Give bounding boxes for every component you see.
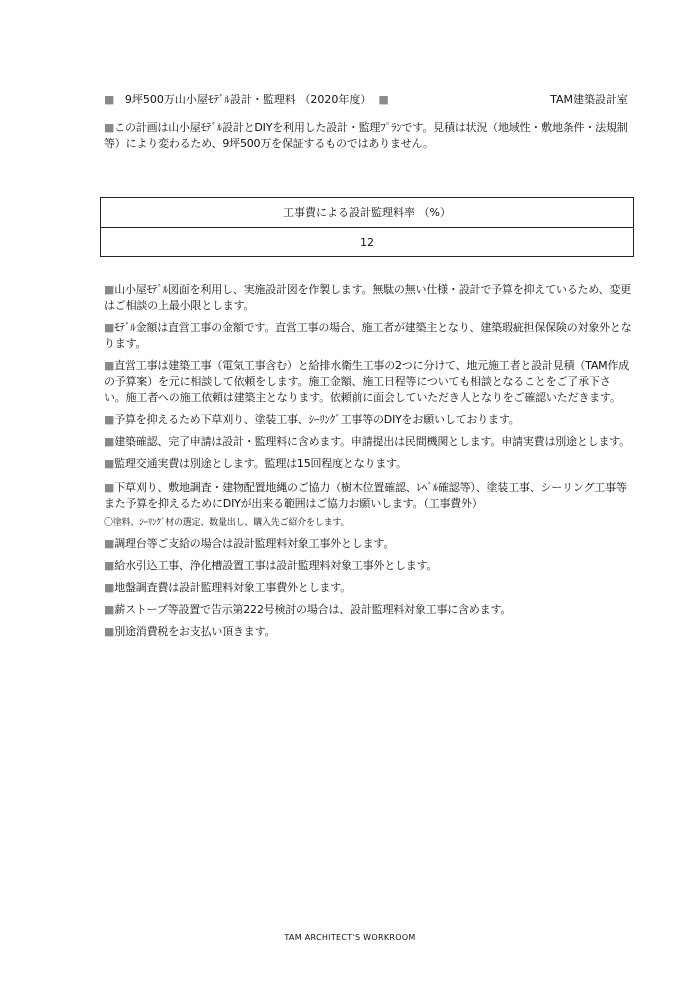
bullet-square: ■ [104, 359, 115, 372]
bullet-square: ■ [378, 93, 389, 106]
design-fee-rate-table [100, 197, 634, 257]
bullet-square: ■ [104, 625, 115, 638]
office-name: TAM建築設計室 [550, 93, 628, 106]
list-item: ■別途消費税をお支払い頂きます。 [104, 625, 276, 638]
list-item: ■給水引込工事、浄化槽設置工事は設計監理料対象工事外とします。 [104, 559, 438, 572]
bullet-square: ■ [104, 559, 115, 572]
list-item: ■地盤調査費は設計監理料対象工事費外とします。 [104, 581, 351, 594]
header-title-line [104, 92, 389, 108]
document-header [104, 92, 628, 108]
bullet-square: ■ [104, 413, 115, 426]
bullet-square: ■ [104, 537, 115, 550]
footer-office-name: TAM ARCHITECT'S WORKROOM [284, 933, 416, 942]
bullet-square: ■ [104, 435, 115, 448]
intro-text: この計画は山小屋ﾓﾃﾞﾙ設計とDIYを利用した設計・監理ﾌﾟﾗﾝです。見積は状況（地域性・敷地条件・法規制等）により変わるため、9坪500万を保証するものではありません。 [104, 121, 628, 150]
list-item: ■建築確認、完了申請は設計・監理料に含めます。申請提出は民間機関とします。申請実費は別途とします。 [104, 435, 630, 448]
paint-note: 〇塗料、ｼｰﾘﾝｸﾞ材の選定、数量出し、購入先ご紹介をします。 [104, 518, 350, 528]
rate-table-header: 工事費による設計監理料率 （%） [283, 206, 451, 219]
bullet-square: ■ [104, 457, 115, 470]
intro-paragraph [104, 120, 630, 152]
bullet-square: ■ [104, 481, 115, 494]
bullet-square: ■ [104, 603, 115, 616]
notes-list [104, 282, 632, 646]
list-item: ■監理交通実費は別途とします。監理は15回程度となります。 [104, 457, 407, 470]
bullet-square: ■ [104, 93, 115, 106]
list-item: ■予算を抑えるため下草刈り、塗装工事、ｼｰﾘﾝｸﾞ工事等のDIYをお願いしております。 [104, 413, 520, 426]
list-item: ■薪ストーブ等設置で告示第222号検討の場合は、設計監理料対象工事に含めます。 [104, 603, 512, 616]
list-item: ■ﾓﾃﾞﾙ金額は直営工事の金額です。直営工事の場合、施工者が建築主となり、建築瑕疵担保保険の対象外となります。 [104, 321, 632, 350]
bullet-square: ■ [104, 121, 115, 134]
bullet-square: ■ [104, 581, 115, 594]
document-title: 9坪500万山小屋ﾓﾃﾞﾙ設計・監理料 （2020年度） [124, 93, 372, 106]
rate-table-value: 12 [101, 227, 633, 257]
list-item: ■下草刈り、敷地調査・建物配置地縄のご協力（樹木位置確認、ﾚﾍﾞﾙ確認等）、塗装工事、シーリング工事等また予算を抑えるためにDIYが出来る範囲はご協力お願いします。（工事費外） [104, 481, 627, 510]
list-item: ■山小屋ﾓﾃﾞﾙ図面を利用し、実施設計図を作製します。無駄の無い仕様・設計で予算を抑えているため、変更はご相談の上最小限とします。 [104, 283, 632, 312]
bullet-square: ■ [104, 283, 115, 296]
bullet-square: ■ [104, 321, 115, 334]
list-item: ■直営工事は建築工事（電気工事含む）と給排水衛生工事の2つに分けて、地元施工者と設計見積（TAM作成の予算案）を元に相談して依頼をします。施工金額、施工日程等についても相談となることをご了承下さい。施工者への施工依頼は建築主となります。依頼前に面会していただき人となりをご確認いただきます。 [104, 359, 630, 404]
list-item: ■調理台等ご支給の場合は設計監理料対象工事外とします。 [104, 537, 395, 550]
